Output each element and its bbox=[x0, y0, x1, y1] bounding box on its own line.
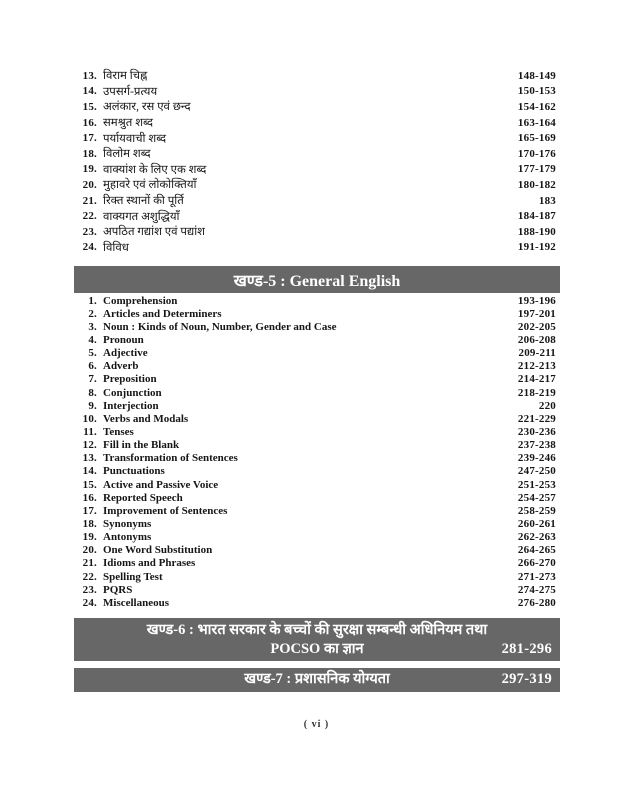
item-title: Conjunction bbox=[103, 386, 162, 399]
item-number: 8. bbox=[88, 386, 97, 399]
item-page-range: 266-270 bbox=[517, 557, 556, 570]
section6-banner bbox=[74, 618, 560, 661]
item-page-range: 154-162 bbox=[517, 100, 556, 113]
toc-row bbox=[74, 491, 560, 504]
item-number: 21. bbox=[82, 557, 97, 570]
item-page-range: 193-196 bbox=[517, 294, 556, 307]
toc-row bbox=[74, 517, 560, 530]
item-page-range: 150-153 bbox=[517, 85, 556, 98]
item-title: Idioms and Phrases bbox=[103, 557, 196, 570]
item-page-range: 184-187 bbox=[517, 210, 556, 223]
toc-row bbox=[74, 386, 560, 399]
item-number: 22. bbox=[82, 210, 97, 223]
item-number: 19. bbox=[82, 163, 97, 176]
item-number: 5. bbox=[88, 347, 97, 360]
item-number: 18. bbox=[82, 517, 97, 530]
item-title: पर्यायवाची शब्द bbox=[103, 132, 167, 145]
item-number: 14. bbox=[82, 85, 97, 98]
item-number: 16. bbox=[82, 116, 97, 129]
item-title: Punctuations bbox=[103, 465, 165, 478]
item-page-range: 274-275 bbox=[517, 583, 556, 596]
item-title: Fill in the Blank bbox=[103, 439, 180, 452]
item-number: 18. bbox=[82, 147, 97, 160]
item-number: 16. bbox=[82, 491, 97, 504]
section6-page-range: 281-296 bbox=[501, 641, 552, 657]
item-number: 24. bbox=[82, 241, 97, 254]
item-title: Verbs and Modals bbox=[103, 412, 189, 425]
toc-row bbox=[74, 452, 560, 465]
item-page-range: 251-253 bbox=[517, 478, 556, 491]
toc-row bbox=[74, 478, 560, 491]
toc-row bbox=[74, 130, 560, 146]
item-number: 11. bbox=[83, 425, 97, 438]
toc-row bbox=[74, 544, 560, 557]
item-number: 1. bbox=[88, 294, 97, 307]
item-page-range: 262-263 bbox=[517, 531, 556, 544]
toc-row bbox=[74, 294, 560, 307]
item-page-range: 276-280 bbox=[517, 596, 556, 609]
item-title: Preposition bbox=[103, 373, 157, 386]
toc-row bbox=[74, 115, 560, 131]
item-title: मुहावरे एवं लोकोक्तियाँ bbox=[103, 179, 197, 192]
item-title: Miscellaneous bbox=[103, 596, 169, 609]
item-title: Synonyms bbox=[103, 517, 152, 530]
section6-line2-row bbox=[74, 640, 560, 660]
item-title: Adverb bbox=[103, 360, 139, 373]
item-number: 15. bbox=[82, 478, 97, 491]
item-page-range: 258-259 bbox=[517, 504, 556, 517]
item-page-range: 214-217 bbox=[517, 373, 556, 386]
item-page-range: 191-192 bbox=[517, 241, 556, 254]
toc-row bbox=[74, 531, 560, 544]
item-page-range: 247-250 bbox=[517, 465, 556, 478]
item-number: 23. bbox=[82, 583, 97, 596]
item-page-range: 163-164 bbox=[517, 116, 556, 129]
section6-title-line2: POCSO का ज्ञान bbox=[270, 641, 364, 657]
item-title: Transformation of Sentences bbox=[103, 452, 238, 465]
item-number: 10. bbox=[82, 412, 97, 425]
item-title: विविध bbox=[103, 241, 129, 254]
hindi-toc-list bbox=[74, 68, 560, 255]
item-number: 3. bbox=[88, 320, 97, 333]
toc-row bbox=[74, 307, 560, 320]
item-page-range: 197-201 bbox=[517, 307, 556, 320]
item-page-range: 183 bbox=[538, 194, 556, 207]
item-number: 15. bbox=[82, 100, 97, 113]
section7-title: खण्ड-7 : प्रशासनिक योग्यता bbox=[244, 671, 390, 687]
item-number: 20. bbox=[82, 178, 97, 191]
toc-row bbox=[74, 240, 560, 256]
toc-row bbox=[74, 465, 560, 478]
toc-row bbox=[74, 347, 560, 360]
item-title: समश्रुत शब्द bbox=[103, 117, 153, 130]
item-title: Pronoun bbox=[103, 333, 144, 346]
item-title: वाक्यांश के लिए एक शब्द bbox=[103, 163, 207, 176]
item-number: 2. bbox=[88, 307, 97, 320]
toc-row bbox=[74, 425, 560, 438]
item-number: 7. bbox=[88, 373, 97, 386]
item-number: 9. bbox=[88, 399, 97, 412]
item-number: 24. bbox=[82, 596, 97, 609]
toc-row bbox=[74, 439, 560, 452]
toc-row bbox=[74, 557, 560, 570]
toc-row bbox=[74, 68, 560, 84]
section7-page-range: 297-319 bbox=[501, 671, 552, 687]
page-number-footer: ( vi ) bbox=[303, 719, 330, 730]
item-page-range: 218-219 bbox=[517, 386, 556, 399]
toc-row bbox=[74, 99, 560, 115]
item-page-range: 170-176 bbox=[517, 147, 556, 160]
item-title: Tenses bbox=[103, 425, 134, 438]
item-title: Improvement of Sentences bbox=[103, 504, 228, 517]
item-title: विलोम शब्द bbox=[103, 148, 151, 161]
item-number: 6. bbox=[88, 360, 97, 373]
toc-row bbox=[74, 193, 560, 209]
item-title: अपठित गद्यांश एवं पद्यांश bbox=[103, 226, 206, 239]
item-number: 21. bbox=[82, 194, 97, 207]
toc-row bbox=[74, 162, 560, 178]
item-title: Spelling Test bbox=[103, 570, 163, 583]
section5-banner bbox=[74, 266, 560, 293]
item-number: 13. bbox=[82, 69, 97, 82]
item-title: One Word Substitution bbox=[103, 544, 213, 557]
item-number: 17. bbox=[82, 132, 97, 145]
toc-row bbox=[74, 504, 560, 517]
item-title: वाक्यगत अशुद्धियाँ bbox=[103, 210, 180, 223]
toc-row bbox=[74, 360, 560, 373]
toc-row bbox=[74, 596, 560, 609]
item-page-range: 220 bbox=[538, 399, 556, 412]
item-number: 13. bbox=[82, 452, 97, 465]
item-title: रिक्त स्थानों की पूर्ति bbox=[103, 195, 184, 208]
toc-row bbox=[74, 570, 560, 583]
toc-row bbox=[74, 412, 560, 425]
toc-row bbox=[74, 224, 560, 240]
item-page-range: 271-273 bbox=[517, 570, 556, 583]
item-page-range: 209-211 bbox=[518, 347, 556, 360]
item-title: Comprehension bbox=[103, 294, 178, 307]
item-number: 23. bbox=[82, 225, 97, 238]
item-title: Adjective bbox=[103, 347, 148, 360]
item-title: अलंकार, रस एवं छन्द bbox=[103, 101, 191, 114]
item-number: 19. bbox=[82, 531, 97, 544]
item-page-range: 212-213 bbox=[517, 360, 556, 373]
item-number: 22. bbox=[82, 570, 97, 583]
item-page-range: 221-229 bbox=[517, 412, 556, 425]
toc-row bbox=[74, 208, 560, 224]
item-title: Noun : Kinds of Noun, Number, Gender and Case bbox=[103, 320, 337, 333]
item-page-range: 264-265 bbox=[517, 544, 556, 557]
toc-row bbox=[74, 177, 560, 193]
item-page-range: 239-246 bbox=[517, 452, 556, 465]
item-page-range: 254-257 bbox=[517, 491, 556, 504]
item-title: विराम चिह्न bbox=[103, 70, 148, 83]
item-page-range: 230-236 bbox=[517, 425, 556, 438]
item-title: Active and Passive Voice bbox=[103, 478, 219, 491]
item-title: उपसर्ग-प्रत्यय bbox=[103, 85, 158, 98]
item-page-range: 188-190 bbox=[517, 225, 556, 238]
toc-row bbox=[74, 333, 560, 346]
item-page-range: 180-182 bbox=[517, 178, 556, 191]
item-title: Antonyms bbox=[103, 531, 152, 544]
item-number: 20. bbox=[82, 544, 97, 557]
item-page-range: 237-238 bbox=[517, 439, 556, 452]
section5-title: खण्ड-5 : General English bbox=[233, 272, 401, 290]
english-toc-list bbox=[74, 294, 560, 609]
section6-title-line1: खण्ड-6 : भारत सरकार के बच्चों की सुरक्षा सम्बन्धी अधिनियम तथा bbox=[146, 622, 488, 638]
toc-row bbox=[74, 84, 560, 100]
item-page-range: 177-179 bbox=[517, 163, 556, 176]
item-page-range: 148-149 bbox=[517, 69, 556, 82]
item-number: 12. bbox=[82, 439, 97, 452]
item-number: 14. bbox=[82, 465, 97, 478]
item-number: 4. bbox=[88, 333, 97, 346]
toc-row bbox=[74, 373, 560, 386]
item-title: PQRS bbox=[103, 583, 133, 596]
toc-row bbox=[74, 399, 560, 412]
item-title: Articles and Determiners bbox=[103, 307, 222, 320]
item-number: 17. bbox=[82, 504, 97, 517]
section7-banner bbox=[74, 668, 560, 692]
item-page-range: 206-208 bbox=[517, 333, 556, 346]
item-page-range: 165-169 bbox=[517, 132, 556, 145]
item-page-range: 260-261 bbox=[517, 517, 556, 530]
item-title: Reported Speech bbox=[103, 491, 183, 504]
item-page-range: 202-205 bbox=[517, 320, 556, 333]
toc-row bbox=[74, 146, 560, 162]
toc-row bbox=[74, 583, 560, 596]
item-title: Interjection bbox=[103, 399, 159, 412]
toc-row bbox=[74, 320, 560, 333]
